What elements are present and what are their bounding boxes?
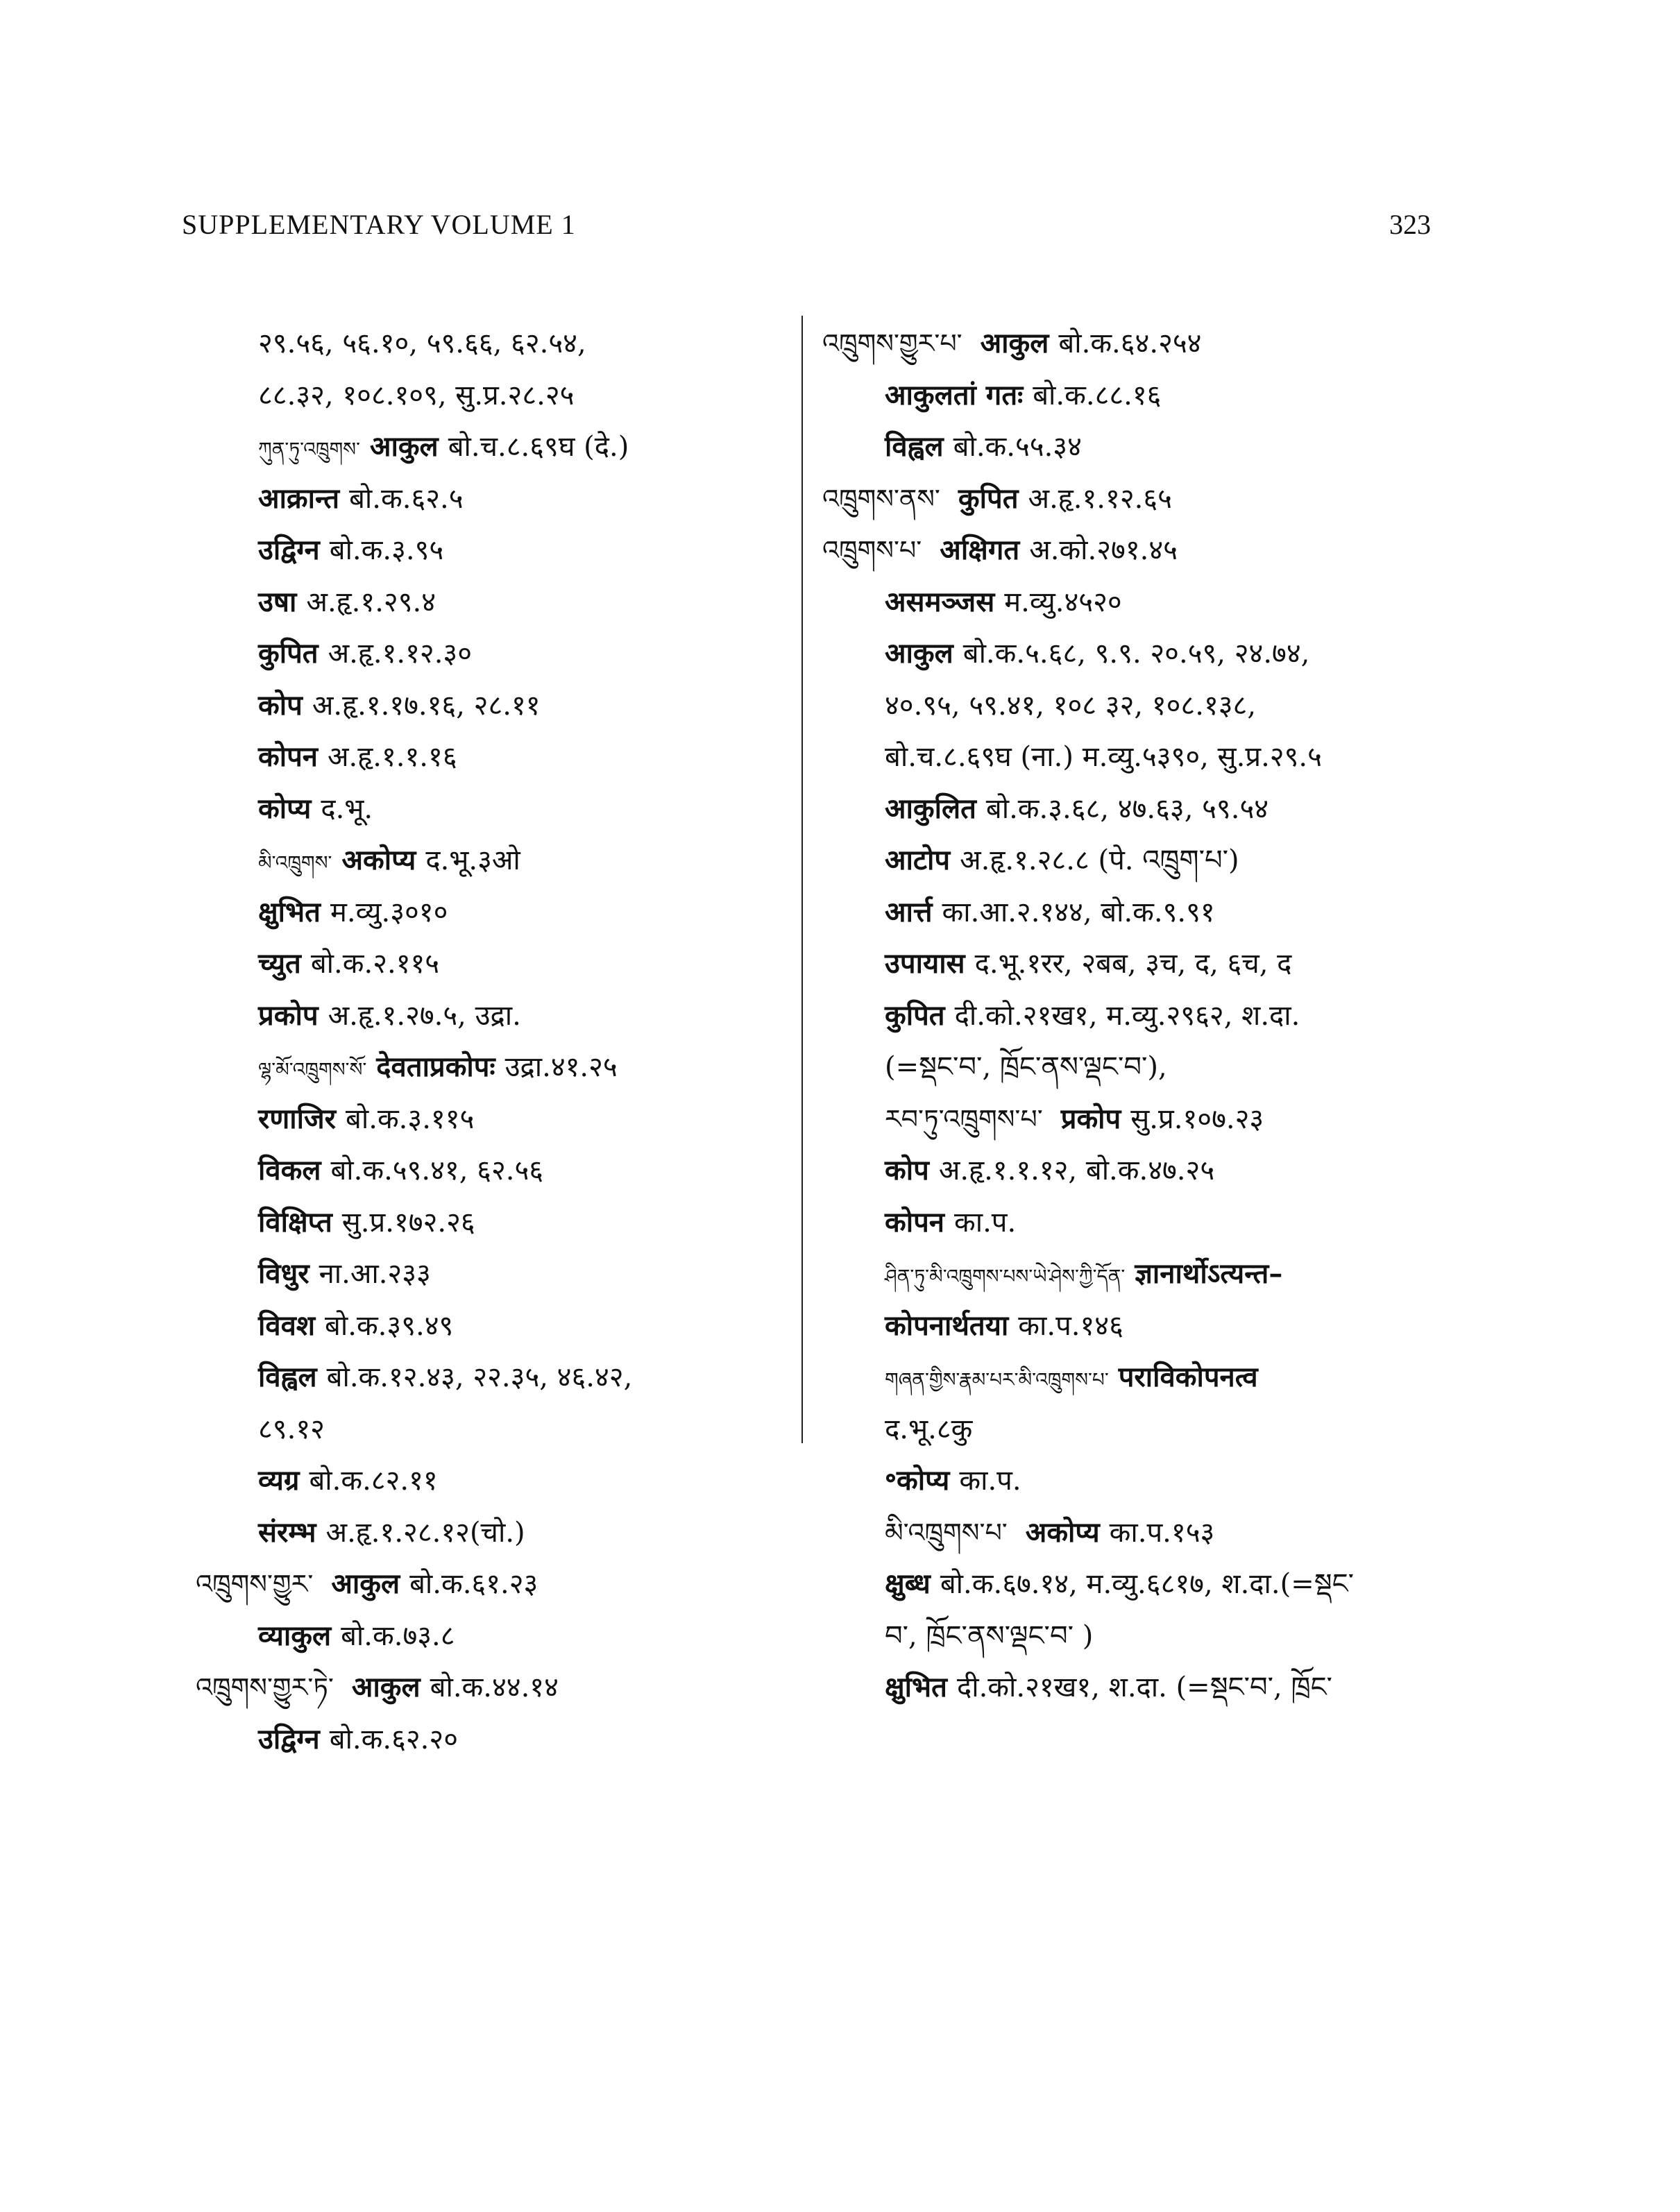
sanskrit-term: व्यग्र: [258, 1464, 300, 1497]
tibetan-term: རབ་ཏུ་འཁྲུགས་པ་: [885, 1103, 1043, 1134]
reference: अ.हृ.१.१७.१६, २८.११: [312, 689, 541, 722]
reference: ८९.१२: [258, 1413, 325, 1445]
sanskrit-term: आर्त्त: [885, 895, 933, 928]
sanskrit-term: विधुर: [258, 1257, 309, 1290]
sanskrit-term: आक्रान्त: [258, 482, 340, 515]
sanskrit-term: आकुल: [980, 327, 1049, 359]
sub-entry: [196, 1507, 799, 1559]
tibetan-phrase: མི་འཁྲུགས་: [258, 851, 332, 874]
sanskrit-term: क्षुब्ध: [885, 1567, 931, 1600]
tibetan-phrase: ལྷ་མོ་འཁྲུགས་སོ་: [258, 1058, 367, 1081]
sub-entry: [196, 525, 799, 577]
sanskrit-term: अकोप्य: [1025, 1515, 1100, 1549]
sub-entry: [196, 1041, 799, 1094]
reference: का.प.१४६: [1018, 1309, 1123, 1342]
tibetan-phrase: ཤིན་ཏུ་མི་འཁྲུགས་པས་ཡེ་ཤེས་ཀྱི་དོན་: [885, 1265, 1126, 1288]
sanskrit-term: आकुल: [351, 1671, 421, 1703]
sub-entry: [196, 731, 799, 783]
sanskrit-term: अकोप्य: [341, 844, 416, 876]
sub-entry: [822, 1352, 1482, 1404]
page-header: [182, 208, 1431, 250]
reference: म.व्यु.४५२०: [1004, 586, 1122, 618]
sub-entry: [196, 1352, 799, 1404]
sub-entry: [196, 1714, 799, 1766]
reference: अ.हृ.१.१.१२, बो.क.४७.२५: [938, 1155, 1215, 1186]
reference: बो.क.६१.२३: [409, 1568, 538, 1600]
reference: बो.क.३.११५: [346, 1103, 475, 1135]
reference: ८८.३२, १०८.१०९, सु.प्र.२८.२५: [258, 379, 575, 411]
sub-entry: [196, 577, 799, 629]
sanskrit-term: च्युत: [258, 947, 301, 980]
reference: अ.हृ.१.२८.८ (पे. འཁྲུག་པ་): [960, 844, 1239, 876]
reference: बो.च.८.६९घ (ना.) म.व्यु.५३९०, सु.प्र.२९.५: [885, 741, 1322, 773]
tibetan-term: འཁྲུགས་ནས་: [822, 483, 940, 514]
reference: द.भू.८कु: [885, 1413, 973, 1445]
sanskrit-term: विह्वल: [885, 430, 944, 463]
sanskrit-term: प्रकोप: [258, 998, 319, 1032]
tibetan-phrase: གཞན་གྱིས་རྣམ་པར་མི་འཁྲུགས་པ་: [885, 1368, 1109, 1391]
reference: अ.हृ.१.२७.५, उद्रा.: [328, 999, 521, 1032]
sanskrit-term: कुपित: [885, 998, 945, 1032]
column-divider: [801, 316, 803, 1443]
reference: बो.क.३.९५: [329, 534, 444, 566]
sub-entry: [196, 1094, 799, 1146]
reference: बो.क.६२.२०: [329, 1723, 458, 1755]
reference: दी.को.२१ख१, म.व्यु.२९६२, श.दा.: [954, 999, 1300, 1032]
tibetan-term: མི་འཁྲུགས་པ་: [885, 1517, 1008, 1548]
sub-entry: [822, 887, 1482, 939]
reference: अ.हृ.१.२९.४: [306, 586, 436, 618]
tibetan-term: འཁྲུགས་གྱུར་: [196, 1569, 314, 1599]
tibetan-term: འཁྲུགས་གྱུར་ཏེ་: [196, 1672, 334, 1703]
sub-entry: [196, 1145, 799, 1197]
reference: अ.को.२७१.४५: [1029, 534, 1178, 566]
sub-entry: [196, 1455, 799, 1507]
sanskrit-term: संरम्भ: [258, 1515, 316, 1549]
sub-entry: [822, 1300, 1482, 1352]
reference: ४०.९५, ५९.४१, १०८ ३२, १०८.१३८,: [885, 689, 1257, 722]
headword-entry: [196, 1662, 799, 1714]
sanskrit-term: कुपित: [258, 637, 319, 670]
sub-entry: [822, 1145, 1482, 1197]
tibetan-phrase: ཀུན་ཏུ་འཁྲུགས་: [258, 438, 360, 461]
sanskrit-term: विह्वल: [258, 1361, 317, 1393]
sanskrit-term: उषा: [258, 585, 297, 618]
sanskrit-term: आकुल: [331, 1567, 400, 1600]
sub-entry: [822, 680, 1482, 732]
sub-entry: [196, 1404, 799, 1456]
reference: अ.हृ.१.१२.६५: [1028, 482, 1172, 515]
sub-entry: [196, 1610, 799, 1662]
reference: बो.क.५९.४१, ६२.५६: [330, 1155, 544, 1186]
reference: བ་, ཁྲོང་ནས་ལྡང་བ་ ): [885, 1619, 1094, 1652]
sub-entry: [822, 1455, 1482, 1507]
sub-entry: [822, 577, 1482, 629]
reference: उद्रा.४१.२५: [504, 1051, 618, 1083]
reference: बो.क.६२.५: [349, 482, 464, 515]
sub-entry: [196, 1248, 799, 1300]
reference: अ.हृ.१.१२.३०: [328, 638, 473, 670]
reference: का.प.१५३: [1109, 1516, 1215, 1549]
reference: द.भू.३ओ: [425, 844, 520, 876]
sub-entry: [822, 990, 1482, 1042]
sub-entry: [822, 835, 1482, 887]
sanskrit-term: विवश: [258, 1309, 316, 1342]
reference: का.आ.२.१४४, बो.क.९.९१: [942, 896, 1215, 928]
sanskrit-term: क्षुभित: [885, 1671, 947, 1703]
reference: बो.क.३.६८, ४७.६३, ५९.५४: [985, 792, 1269, 825]
sanskrit-term: व्याकुल: [258, 1619, 332, 1652]
headword-entry: [822, 318, 1482, 370]
sanskrit-term: कोपन: [258, 740, 318, 773]
running-head: SUPPLEMENTARY VOLUME 1: [182, 209, 576, 240]
sanskrit-term: उद्विग्न: [258, 534, 320, 566]
sanskrit-term: कुपित: [958, 482, 1019, 515]
sub-entry: [196, 628, 799, 680]
sub-entry: [196, 990, 799, 1042]
reference: सु.प्र.१७२.२६: [341, 1206, 475, 1239]
reference: अ.हृ.१.२८.१२(चो.): [325, 1516, 525, 1549]
left-column: [196, 318, 799, 1765]
reference: बो.क.३९.४९: [325, 1309, 454, 1342]
sub-entry: [196, 370, 799, 422]
sub-entry: [822, 1041, 1482, 1094]
page-number: 323: [1389, 209, 1431, 240]
sanskrit-term: कोप: [258, 688, 303, 722]
reference: का.प.: [954, 1206, 1017, 1239]
sub-entry: [822, 938, 1482, 990]
sub-entry: [196, 938, 799, 990]
tibetan-term: འཁྲུགས་གྱུར་པ་: [822, 328, 962, 359]
sub-entry: [822, 1610, 1482, 1662]
sub-entry: [822, 783, 1482, 835]
sanskrit-term: आकुलतां गतः: [885, 378, 1024, 411]
reference: बो.क.६४.२५४: [1058, 327, 1202, 359]
tibetan-term: འཁྲུགས་པ་: [822, 535, 922, 565]
reference: म.व्यु.३०१०: [330, 896, 448, 928]
sanskrit-term: उद्विग्न: [258, 1722, 320, 1755]
sanskrit-term: ज्ञानार्थोऽत्यन्त–: [1135, 1257, 1283, 1290]
sanskrit-term: आकुलित: [885, 792, 976, 825]
sub-entry: [196, 318, 799, 370]
sanskrit-term: विकल: [258, 1154, 321, 1186]
reference: अ.हृ.१.१.१६: [328, 741, 457, 773]
sub-entry: [822, 731, 1482, 783]
sub-entry: [196, 1197, 799, 1249]
sub-entry: [822, 628, 1482, 680]
reference: द.भू.१रर, २बब, ३च, द, ६च, द: [974, 948, 1292, 980]
sanskrit-term: प्रकोप: [1060, 1102, 1121, 1135]
reference: २९.५६, ५६.१०, ५९.६६, ६२.५४,: [258, 327, 586, 359]
sanskrit-term: देवताप्रकोपः: [376, 1050, 495, 1083]
reference: दी.को.२१ख१, श.दा. (=སྡང་བ་, ཁྲོང་: [956, 1671, 1332, 1703]
sanskrit-term: उपायास: [885, 947, 965, 980]
sub-entry: [196, 887, 799, 939]
sanskrit-term: कोपन: [885, 1205, 944, 1239]
sanskrit-term: आकुल: [885, 637, 953, 670]
reference: बो.क.४४.१४: [430, 1671, 559, 1703]
reference: बो.क.७३.८: [341, 1619, 455, 1652]
sanskrit-term: ॰कोप्य: [885, 1464, 950, 1497]
sub-entry: [822, 1094, 1482, 1146]
reference: बो.क.८२.११: [309, 1465, 438, 1497]
sub-entry: [196, 783, 799, 835]
sanskrit-term: रणाजिर: [258, 1102, 337, 1135]
reference: बो.क.१२.४३, २२.३५, ४६.४२,: [326, 1361, 633, 1393]
sub-entry: [822, 1507, 1482, 1559]
reference: का.प.: [959, 1465, 1021, 1497]
sub-entry: [822, 1662, 1482, 1714]
reference: सु.प्र.१०७.२३: [1130, 1103, 1264, 1135]
reference: ना.आ.२३३: [319, 1258, 431, 1290]
sanskrit-term: आकुल: [369, 430, 439, 463]
sub-entry: [196, 680, 799, 732]
sub-entry: [196, 835, 799, 887]
sanskrit-term: कोपनार्थतया: [885, 1309, 1009, 1342]
headword-entry: [196, 1558, 799, 1610]
sub-entry: [822, 370, 1482, 422]
reference: बो.क.५.६८, ९.९. २०.५९, २४.७४,: [962, 638, 1310, 670]
reference: बो.क.२.११५: [310, 948, 440, 980]
sub-entry: [822, 1248, 1482, 1300]
reference: बो.क.५५.३४: [953, 431, 1082, 463]
sub-entry: [822, 1558, 1482, 1610]
sub-entry: [822, 421, 1482, 473]
headword-entry: [822, 473, 1482, 525]
headword-entry: [822, 525, 1482, 577]
sub-entry: [196, 421, 799, 473]
sanskrit-term: असमञ्जस: [885, 585, 995, 618]
reference: बो.क.८८.१६: [1033, 379, 1162, 411]
reference: बो.क.६७.१४, म.व्यु.६८१७, श.दा.(=སྡང་: [940, 1568, 1355, 1600]
sub-entry: [822, 1404, 1482, 1456]
sanskrit-term: विक्षिप्त: [258, 1205, 332, 1239]
sub-entry: [196, 1300, 799, 1352]
sanskrit-term: क्षुभित: [258, 895, 321, 928]
sanskrit-term: अक्षिगत: [940, 534, 1020, 566]
right-column: [822, 318, 1482, 1714]
sanskrit-term: कोप्य: [258, 792, 312, 825]
reference: बो.च.८.६९घ (दे.): [448, 431, 629, 463]
sanskrit-term: आटोप: [885, 844, 951, 876]
sanskrit-term: कोप: [885, 1154, 929, 1186]
reference: (=སྡང་བ་, ཁྲོང་ནས་ལྡང་བ་),: [885, 1051, 1167, 1083]
sanskrit-term: पराविकोपनत्व: [1118, 1361, 1258, 1393]
sub-entry: [196, 473, 799, 525]
reference: द.भू.: [321, 792, 373, 825]
sub-entry: [822, 1197, 1482, 1249]
